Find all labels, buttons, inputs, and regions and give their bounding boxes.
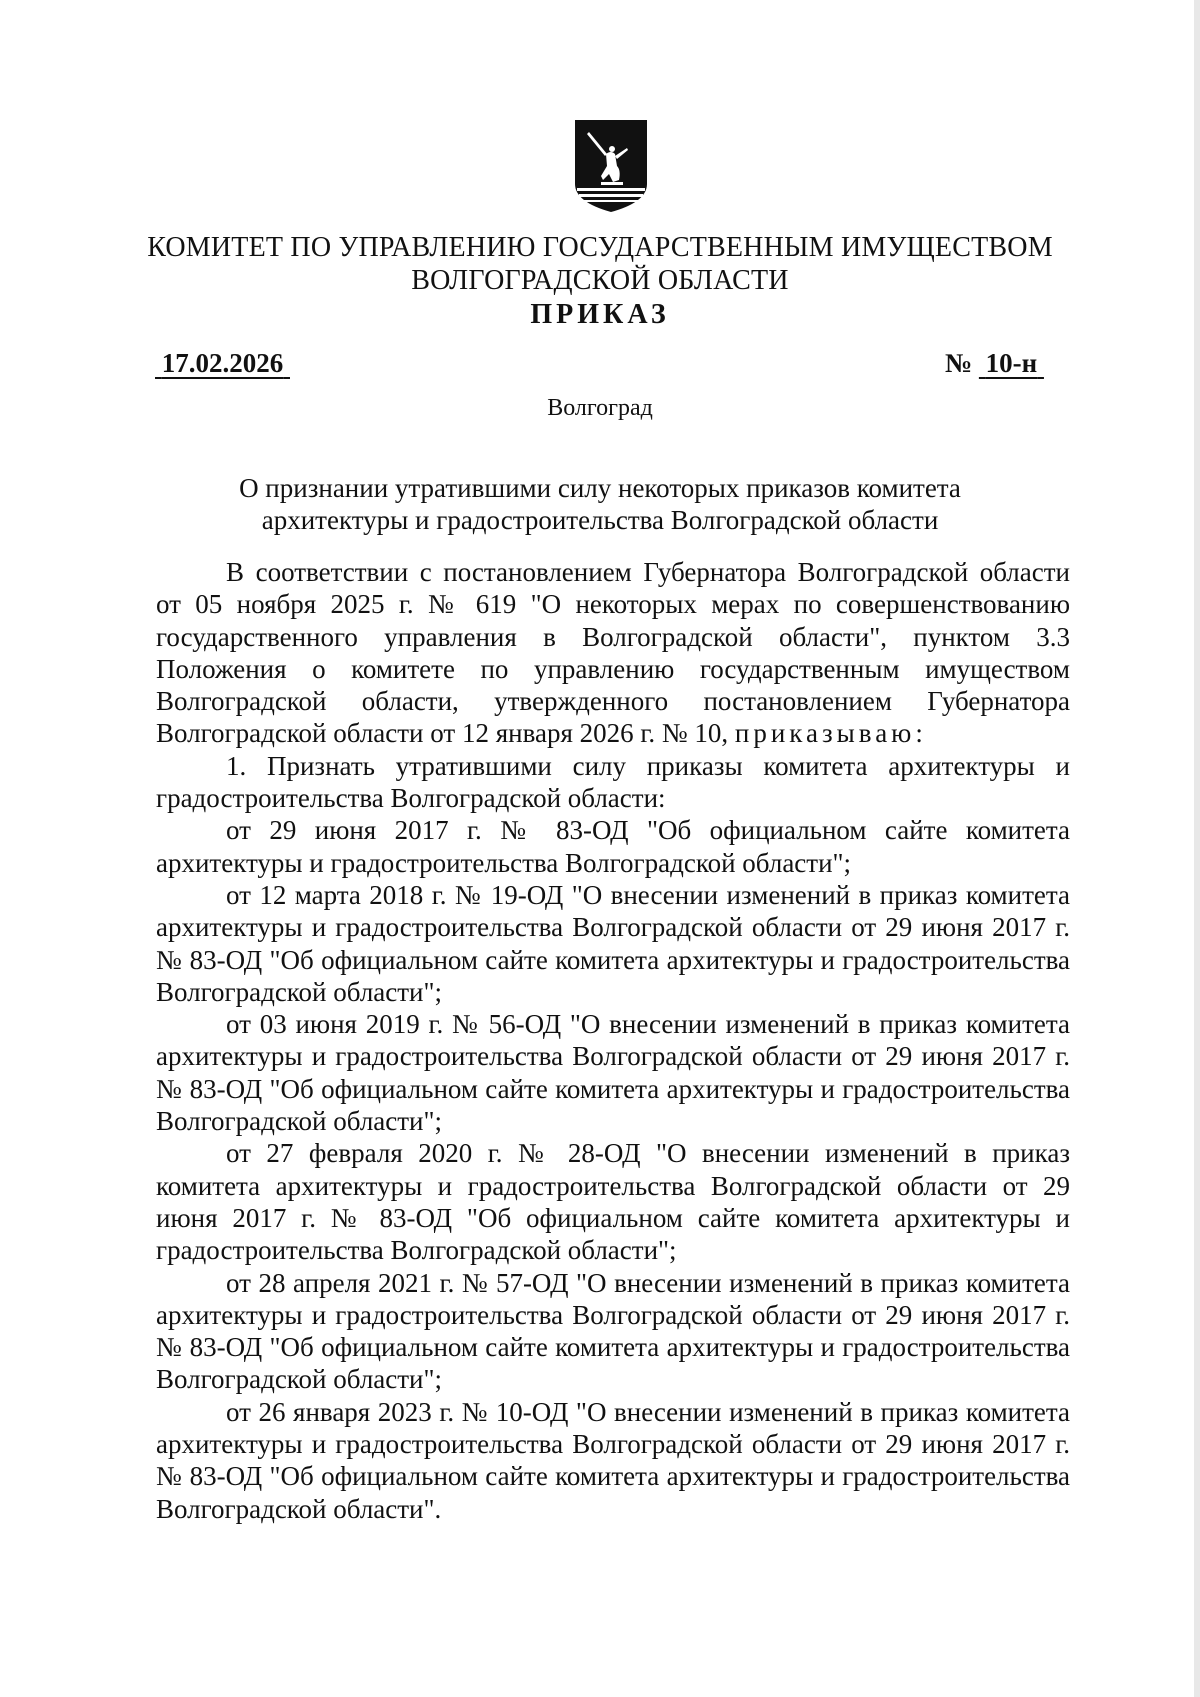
document-body [156, 556, 1070, 1525]
order-date [155, 348, 290, 379]
item-1-paragraph: 1. Признать утратившими силу приказы комитета архитектуры и градостроительства Волгоградской области: [156, 750, 1070, 814]
order-number-prefix: № [945, 348, 973, 378]
revoked-order-6: от 26 января 2023 г. № 10-ОД "О внесении изменений в приказ комитета архитектуры и градостроительства Волгоградской области от 29 июня 2017 г. № 83-ОД "Об официальном сайте комитета архитектуры и градостроительства Волгоградской области". [156, 1396, 1070, 1524]
order-number-text: 10-н [985, 348, 1038, 378]
order-word: приказываю: [734, 718, 927, 749]
committee-name-line1: КОМИТЕТ ПО УПРАВЛЕНИЮ ГОСУДАРСТВЕННЫМ ИМУЩЕСТВОМ [147, 232, 1053, 263]
revoked-order-1: от 29 июня 2017 г. № 83-ОД "Об официальном сайте комитета архитектуры и градостроительства Волгоградской области"; [156, 815, 1070, 878]
revoked-order-3: от 03 июня 2019 г. № 56-ОД "О внесении изменений в приказ комитета архитектуры и градостроительства Волгоградской области от 29 июня 2017 г. № 83-ОД "Об официальном сайте комитета архитектуры и градостроительства Волгоградской области"; [156, 1009, 1070, 1137]
revoked-order-5: от 28 апреля 2021 г. № 57-ОД "О внесении изменений в приказ комитета архитектуры и градостроительства Волгоградской области от 29 июня 2017 г. № 83-ОД "Об официальном сайте комитета архитектуры и градостроительства Волгоградской области"; [156, 1267, 1070, 1395]
preamble-paragraph [156, 556, 1070, 750]
preamble-text: В соответствии с постановлением Губернатора Волгоградской области от 05 ноября 2025 г. № 619 "О некоторых мерах по совершенствованию государственного управления в Волгоградской области", пунктом 3.3 Положения о комитете по управлению государственным имуществом Волгоградской области, утвержденного постановлением Губернатора Волгоградской области от 12 января 2026 г. № 10, [156, 557, 1070, 749]
document-type-title: ПРИКАЗ [530, 299, 670, 330]
committee-name-line2: ВОЛГОГРАДСКОЙ ОБЛАСТИ [411, 265, 789, 296]
scan-edge-shadow [1194, 0, 1200, 1697]
revoked-order-2: от 12 марта 2018 г. № 19-ОД "О внесении изменений в приказ комитета архитектуры и градостроительства Волгоградской области от 29 июня 2017 г. № 83-ОД "Об официальном сайте комитета архитектуры и градостроительства Волгоградской области"; [156, 879, 1070, 1007]
subject-line2: архитектуры и градостроительства Волгоградской области [261, 505, 939, 535]
order-number-value [979, 348, 1044, 378]
subject-line1: О признании утратившими силу некоторых приказов комитета [239, 473, 961, 503]
city-name: Волгоград [547, 395, 653, 421]
revoked-order-4: от 27 февраля 2020 г. № 28-ОД "О внесении изменений в приказ комитета архитектуры и градостроительства Волгоградской области от 29 июня 2017 г. № 83-ОД "Об официальном сайте комитета архитектуры и градостроительства Волгоградской области"; [156, 1138, 1070, 1266]
order-date-value: 17.02.2026 [161, 348, 284, 378]
order-number [945, 348, 1044, 379]
volgograd-coat-of-arms-icon [573, 118, 649, 214]
